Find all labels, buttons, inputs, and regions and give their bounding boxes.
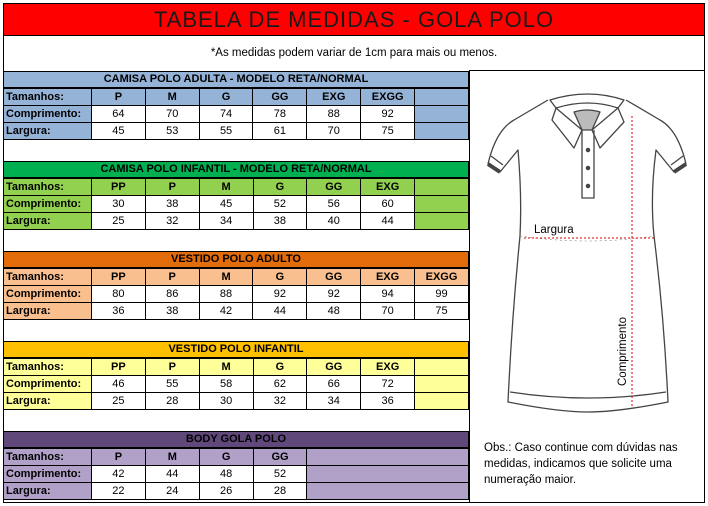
filler-cell — [415, 89, 469, 106]
measure-cell: 40 — [307, 213, 361, 230]
observation-note: Obs.: Caso continue com dúvidas nas medidas, indicamos que solicite uma numeração maior. — [484, 442, 678, 486]
table-row — [4, 449, 469, 466]
table-row — [4, 196, 469, 213]
size-cell: GG — [307, 359, 361, 376]
measure-cell: 44 — [253, 303, 307, 320]
measure-cell: 61 — [253, 123, 307, 140]
size-cell: EXG — [361, 269, 415, 286]
row-label: Tamanhos: — [4, 449, 92, 466]
measure-cell: 62 — [253, 376, 307, 393]
measure-cell: 42 — [91, 466, 145, 483]
measure-cell: 58 — [199, 376, 253, 393]
size-table-section — [3, 431, 469, 500]
row-label: Largura: — [4, 213, 92, 230]
size-cell: P — [91, 89, 145, 106]
measure-cell: 70 — [307, 123, 361, 140]
size-cell: G — [253, 359, 307, 376]
size-table — [3, 178, 469, 230]
measure-cell: 72 — [361, 376, 415, 393]
filler-cell — [415, 376, 469, 393]
size-table — [3, 358, 469, 410]
length-measure-label: Comprimento — [617, 316, 629, 386]
measure-cell: 64 — [91, 106, 145, 123]
size-table-title: CAMISA POLO ADULTA - MODELO RETA/NORMAL — [3, 71, 469, 88]
measure-cell: 28 — [253, 483, 307, 500]
filler-cell — [415, 196, 469, 213]
size-cell: PP — [91, 179, 145, 196]
measure-cell: 78 — [253, 106, 307, 123]
size-cell: M — [199, 359, 253, 376]
row-label: Largura: — [4, 303, 92, 320]
size-cell: G — [199, 89, 253, 106]
table-row — [4, 393, 469, 410]
measure-cell: 53 — [145, 123, 199, 140]
page-title-banner — [3, 3, 705, 36]
measurement-note — [3, 36, 705, 70]
table-row — [4, 359, 469, 376]
measure-cell: 92 — [361, 106, 415, 123]
measure-cell: 38 — [145, 196, 199, 213]
filler-cell — [415, 359, 469, 376]
measure-cell: 86 — [145, 286, 199, 303]
size-cell: P — [91, 449, 145, 466]
size-table — [3, 268, 469, 320]
measure-cell: 48 — [307, 303, 361, 320]
size-cell: EXGG — [361, 89, 415, 106]
measure-cell: 32 — [253, 393, 307, 410]
size-table-title: CAMISA POLO INFANTIL - MODELO RETA/NORMAL — [3, 161, 469, 178]
measure-cell: 92 — [307, 286, 361, 303]
size-cell: G — [253, 269, 307, 286]
measure-cell: 42 — [199, 303, 253, 320]
table-row — [4, 269, 469, 286]
row-label: Largura: — [4, 483, 92, 500]
filler-cell — [415, 123, 469, 140]
table-row — [4, 213, 469, 230]
row-label: Comprimento: — [4, 286, 92, 303]
size-cell: GG — [253, 449, 307, 466]
size-cell: M — [199, 179, 253, 196]
size-table-section — [3, 71, 469, 140]
table-row — [4, 123, 469, 140]
size-cell: G — [199, 449, 253, 466]
size-table-title: VESTIDO POLO ADULTO — [3, 251, 469, 268]
row-label: Tamanhos: — [4, 179, 92, 196]
measure-cell: 34 — [307, 393, 361, 410]
row-label: Tamanhos: — [4, 269, 92, 286]
measure-cell: 56 — [307, 196, 361, 213]
table-row — [4, 179, 469, 196]
measure-cell: 70 — [361, 303, 415, 320]
measure-cell: 34 — [199, 213, 253, 230]
row-label: Comprimento: — [4, 466, 92, 483]
width-measure-label: Largura — [534, 224, 574, 236]
measure-cell: 88 — [307, 106, 361, 123]
size-cell: P — [145, 269, 199, 286]
measure-cell: 52 — [253, 466, 307, 483]
size-cell: EXG — [307, 89, 361, 106]
measure-cell: 32 — [145, 213, 199, 230]
measure-cell: 74 — [199, 106, 253, 123]
measure-cell: 30 — [91, 196, 145, 213]
filler-cell — [415, 179, 469, 196]
row-label: Comprimento: — [4, 106, 92, 123]
table-row — [4, 483, 469, 500]
measure-cell: 60 — [361, 196, 415, 213]
filler-cell — [307, 449, 469, 466]
row-label: Comprimento: — [4, 376, 92, 393]
measure-cell: 48 — [199, 466, 253, 483]
row-label: Largura: — [4, 123, 92, 140]
filler-cell — [415, 106, 469, 123]
size-table-section — [3, 161, 469, 230]
size-cell: PP — [91, 269, 145, 286]
size-cell: PP — [91, 359, 145, 376]
measure-cell: 94 — [361, 286, 415, 303]
size-cell: M — [145, 89, 199, 106]
size-table-title: BODY GOLA POLO — [3, 431, 469, 448]
measure-cell: 38 — [253, 213, 307, 230]
measure-cell: 28 — [145, 393, 199, 410]
row-label: Comprimento: — [4, 196, 92, 213]
measure-cell: 88 — [199, 286, 253, 303]
size-table-title: VESTIDO POLO INFANTIL — [3, 341, 469, 358]
size-cell: EXG — [361, 359, 415, 376]
size-cell: GG — [307, 269, 361, 286]
row-label: Tamanhos: — [4, 89, 92, 106]
size-table — [3, 88, 469, 140]
measure-cell: 24 — [145, 483, 199, 500]
measure-cell: 80 — [91, 286, 145, 303]
measure-cell: 75 — [415, 303, 469, 320]
size-cell: GG — [307, 179, 361, 196]
measure-cell: 30 — [199, 393, 253, 410]
measure-cell: 25 — [91, 393, 145, 410]
size-cell: EXGG — [415, 269, 469, 286]
size-table-section — [3, 251, 469, 320]
table-row — [4, 89, 469, 106]
measure-cell: 52 — [253, 196, 307, 213]
page-title: TABELA DE MEDIDAS - GOLA POLO — [153, 6, 555, 32]
size-cell: G — [253, 179, 307, 196]
polo-dress-illustration — [478, 86, 698, 426]
size-cell: M — [145, 449, 199, 466]
table-row — [4, 303, 469, 320]
table-row — [4, 466, 469, 483]
measure-cell: 36 — [361, 393, 415, 410]
table-row — [4, 286, 469, 303]
filler-cell — [307, 466, 469, 483]
measure-cell: 55 — [145, 376, 199, 393]
size-cell: M — [199, 269, 253, 286]
size-cell: GG — [253, 89, 307, 106]
measure-cell: 46 — [91, 376, 145, 393]
size-cell: P — [145, 179, 199, 196]
measure-cell: 25 — [91, 213, 145, 230]
filler-cell — [415, 213, 469, 230]
measure-cell: 44 — [361, 213, 415, 230]
row-label: Largura: — [4, 393, 92, 410]
measure-cell: 38 — [145, 303, 199, 320]
filler-cell — [415, 393, 469, 410]
measure-cell: 22 — [91, 483, 145, 500]
measure-cell: 75 — [361, 123, 415, 140]
measure-cell: 66 — [307, 376, 361, 393]
measure-cell: 55 — [199, 123, 253, 140]
measure-cell: 45 — [91, 123, 145, 140]
measure-cell: 99 — [415, 286, 469, 303]
table-row — [4, 106, 469, 123]
size-cell: EXG — [361, 179, 415, 196]
measure-cell: 92 — [253, 286, 307, 303]
size-table — [3, 448, 469, 500]
filler-cell — [307, 483, 469, 500]
measure-cell: 26 — [199, 483, 253, 500]
size-table-section — [3, 341, 469, 410]
measure-cell: 70 — [145, 106, 199, 123]
table-row — [4, 376, 469, 393]
size-cell: P — [145, 359, 199, 376]
measure-cell: 45 — [199, 196, 253, 213]
measure-cell: 36 — [91, 303, 145, 320]
measurement-note-text: *As medidas podem variar de 1cm para mais ou menos. — [210, 47, 498, 59]
row-label: Tamanhos: — [4, 359, 92, 376]
measure-cell: 44 — [145, 466, 199, 483]
